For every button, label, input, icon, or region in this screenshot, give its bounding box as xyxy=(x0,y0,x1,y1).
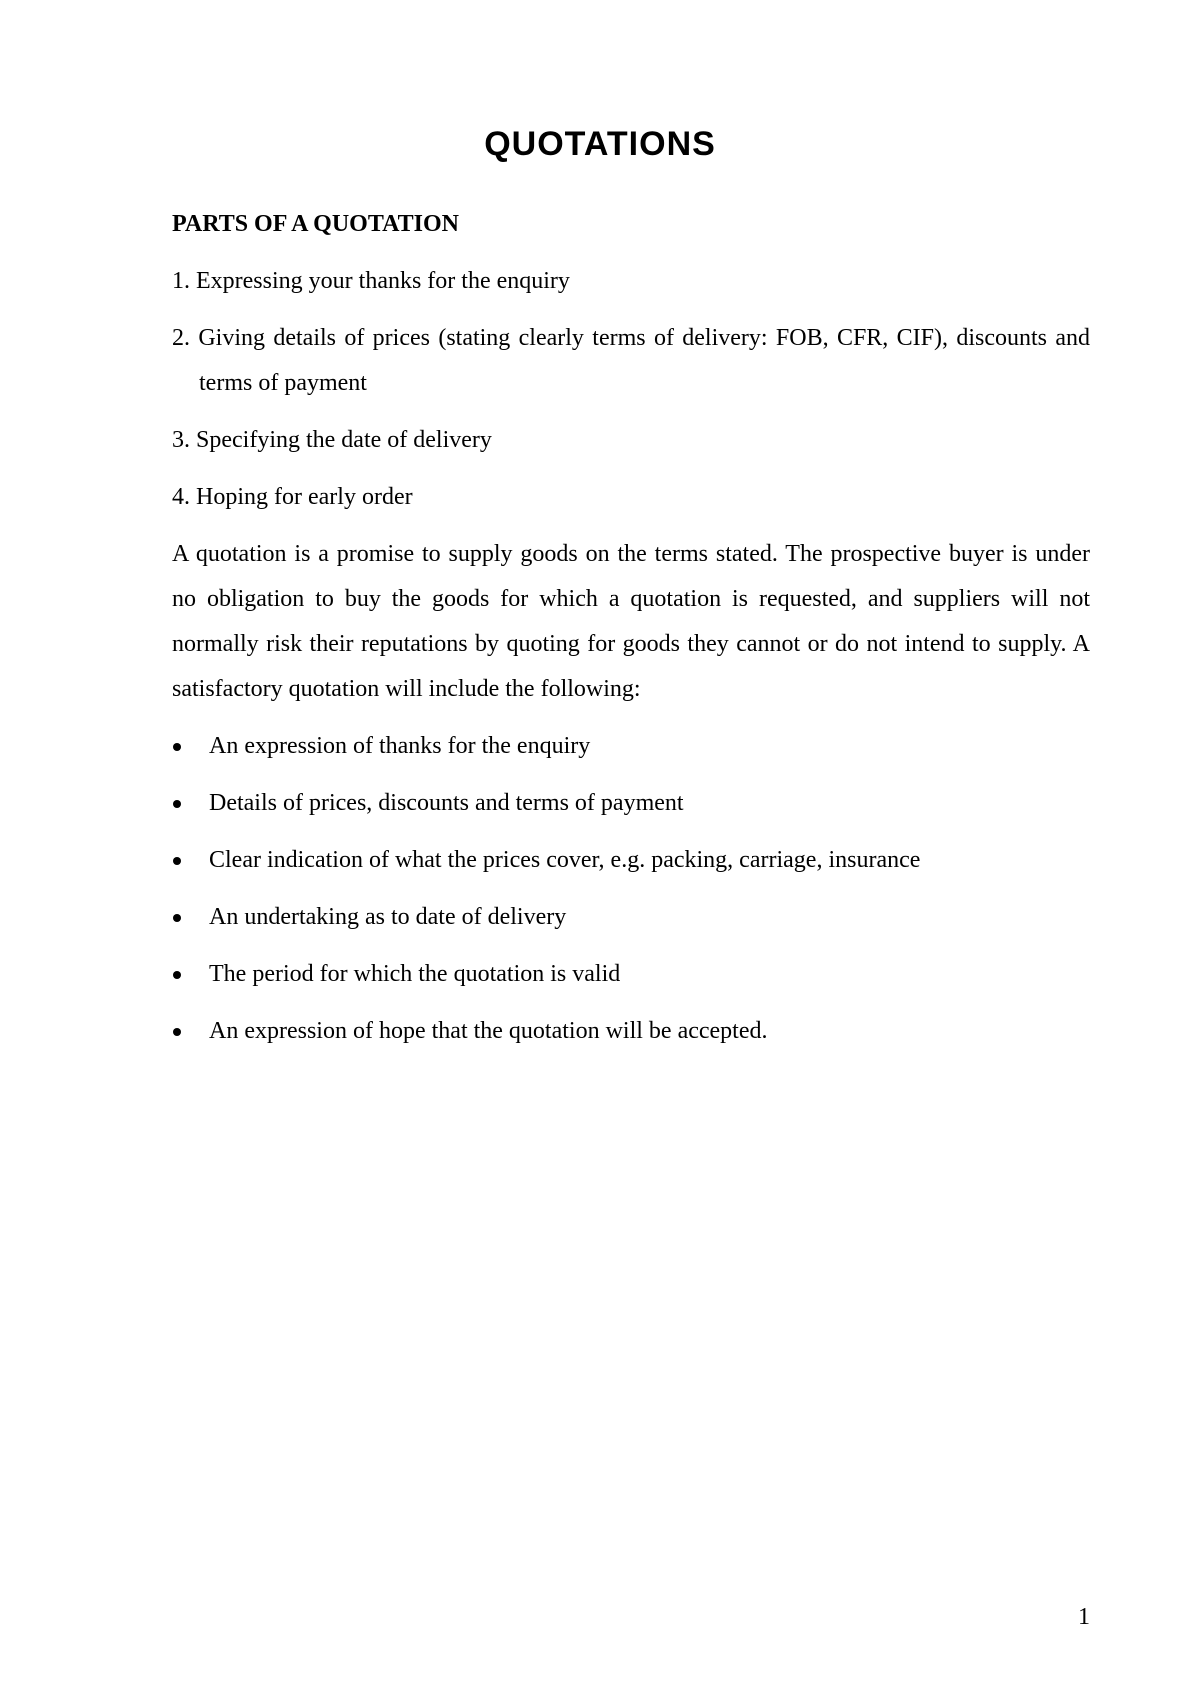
bullet-text: The period for which the quotation is valid xyxy=(209,961,621,987)
parts-list-item: 4. Hoping for early order xyxy=(172,484,413,510)
section-heading: PARTS OF A QUOTATION xyxy=(172,211,459,237)
bullet-icon xyxy=(173,971,181,979)
bullet-text: Clear indication of what the prices cover, e.g. packing, carriage, insurance xyxy=(209,847,921,873)
bullet-list-item xyxy=(172,1009,1090,1054)
bullet-icon xyxy=(173,914,181,922)
bullet-list-item xyxy=(172,838,1090,883)
bullet-list-item xyxy=(172,895,1090,940)
bullet-list-item xyxy=(172,952,1090,997)
page-title: QUOTATIONS xyxy=(484,125,716,163)
parts-list-item: 1. Expressing your thanks for the enquiry xyxy=(172,268,570,294)
body-paragraph: A quotation is a promise to supply goods on the terms stated. The prospective buyer is under no obligation to buy the goods for which a quotation is requested, and suppliers will not normally risk their reputations by quoting for goods they cannot or do not intend to supply. A satisfactory quotation will include the following: xyxy=(172,541,1090,702)
bullet-list-item xyxy=(172,724,1090,769)
parts-list xyxy=(172,259,1090,520)
bullet-icon xyxy=(173,743,181,751)
bullet-list-item xyxy=(172,781,1090,826)
parts-list-item: 3. Specifying the date of delivery xyxy=(172,427,492,453)
bullet-icon xyxy=(173,857,181,865)
document-body xyxy=(172,202,1090,1066)
parts-list-item: 2. Giving details of prices (stating clearly terms of delivery: FOB, CFR, CIF), discounts and terms of payment xyxy=(172,325,1090,396)
bullet-list xyxy=(172,724,1090,1054)
bullet-text: An expression of hope that the quotation will be accepted. xyxy=(209,1018,768,1044)
bullet-icon xyxy=(173,1028,181,1036)
bullet-text: An undertaking as to date of delivery xyxy=(209,904,567,930)
bullet-icon xyxy=(173,800,181,808)
bullet-text: An expression of thanks for the enquiry xyxy=(209,733,591,759)
bullet-text: Details of prices, discounts and terms of payment xyxy=(209,790,684,816)
page-number: 1 xyxy=(1078,1604,1090,1630)
